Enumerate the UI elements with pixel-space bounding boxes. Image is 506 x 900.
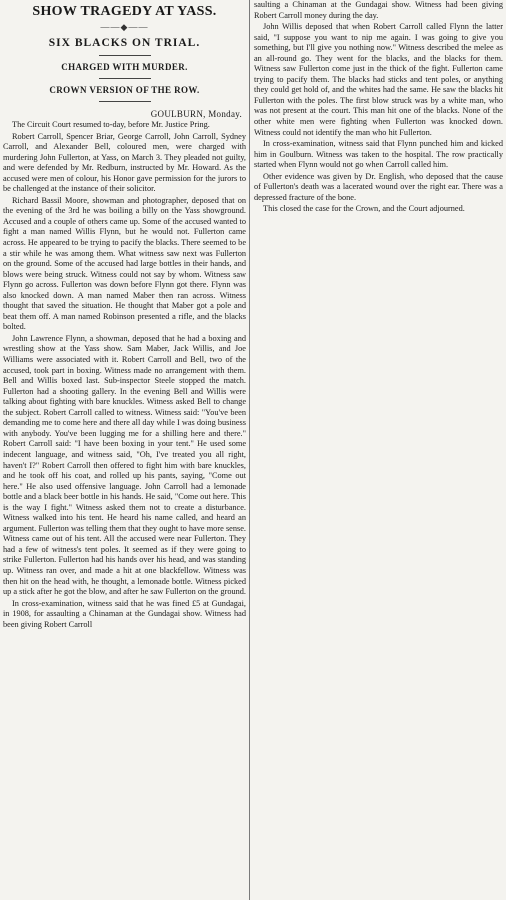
right-column bbox=[254, 0, 503, 900]
right-body bbox=[254, 0, 503, 215]
deck-crown-version: CROWN VERSION OF THE ROW. bbox=[49, 85, 200, 95]
paragraph: John Lawrence Flynn, a showman, deposed that he had a boxing and wrestling show at the Yass show. Sam Maber, Jack Willis, and Joe Williams were associated with it. Robert Carroll and Bell, two of the accused, took part in boxing. Witness made no arrangement with them. Bell and Willis boxed last. Sub-inspector Steele stopped the match. Fullerton had a shooting gallery. In the evening Bell and Willis were talking about fighting with bare knuckles. Witness asked Bell to change the subject. Robert Carroll called to witness. Witness said: "You've been demanding me to come here and there all day while I was doing business with anybody. You've been lugging me for a shilling here and there." Robert Carroll said: "I have been boxing in your tent." He used some indecent language, and witness said, "Oh, I've treated you all right, haven't I?" Robert Carroll then offered to fight him with bare knuckles, and he took off his coat, and rolled up his pants, saying, "Come out here." He also used offensive language. John Carroll had a lemonade bottle and a black beer bottle in his hands. He said, "Come out here. This is the way I fight." Witness asked them not to create a disturbance. Witness walked into his tent. He heard his name called, and heard an argument. Fullerton was telling them that they ought to have more sense. Witness came out of his tent. All the accused were near Fullerton. They had a few of witness's tent poles. It seemed as if they were going to strike Fullerton. Fullerton had his hands over his head, and was standing up. Witness ran over, and made a hit at one blackfellow. Witness was then hit on the head with, he thought, a lemonade bottle. Witness picked up a stick after he got the blow, and after he saw Fullerton on the ground. bbox=[3, 333, 246, 597]
column-rule bbox=[249, 0, 250, 900]
left-column bbox=[3, 0, 246, 900]
paragraph: The Circuit Court resumed to-day, before Mr. Justice Pring. bbox=[12, 120, 210, 129]
paragraph: saulting a Chinaman at the Gundagai show. Witness had been giving Robert Carroll money during the day. bbox=[254, 0, 503, 20]
headline: SHOW TRAGEDY AT YASS. bbox=[32, 4, 217, 19]
deck-charged: CHARGED WITH MURDER. bbox=[61, 62, 188, 72]
short-rule bbox=[99, 55, 151, 56]
paragraph: Other evidence was given by Dr. English, who deposed that the cause of Fullerton's death was a lacerated wound over the right ear. There was a depressed fracture of the bone. bbox=[254, 171, 503, 202]
short-rule bbox=[99, 101, 151, 102]
paragraph: Robert Carroll, Spencer Briar, George Carroll, John Carroll, Sydney Carroll, and Alexander Bell, coloured men, were charged with murdering John Fullerton, at Yass, on March 3. They pleaded not guilty, and were defended by Mr. Redburn, instructed by Mr. Howard. As the accused were men of colour, his Honor gave permission for the jurors to be challenged at the instance of their solicitor. bbox=[3, 131, 246, 194]
subheadline: SIX BLACKS ON TRIAL. bbox=[48, 37, 201, 49]
dateline: GOULBURN, Monday. bbox=[150, 109, 242, 119]
ornament-divider: ——◆—— bbox=[100, 22, 149, 32]
left-body bbox=[3, 120, 246, 630]
paragraph: In cross-examination, witness said that Flynn punched him and kicked him in Goulburn. Witness was taken to the hospital. The row practically started when Flynn would not go when Carroll called him. bbox=[254, 139, 503, 170]
paragraph: Richard Bassil Moore, showman and photographer, deposed that on the evening of the 3rd he was boiling a billy on the Yass showground. Accused and a couple of others came up. Some of the accused wanted to fight a man named Willis Flynn, but he would not. Fullerton came across. He appeared to be trying to pacify the blacks. There seemed to be a stir while he was among them. What witness saw next was Fullerton on the ground. Some of the accused had large bottles in their hands, and blows were being struck. Witness could not say by whom. Witness saw Flynn go across. Fullerton was down before Flynn got there. Flynn was also knocked down. A man named Maber then ran across. Witness thought that saved the situation. He thought that Maber got a pole and beat them off. A man named Robinson presented a rifle, and the blacks bolted. bbox=[3, 195, 246, 332]
paragraph: John Willis deposed that when Robert Carroll called Flynn the latter said, "I suppose you want to nip me again. I was going to give you something, but I'll give you nothing now." Witness described the melee as an all-round go. They went for the blacks, and the blacks for them. Witness saw Fullerton come just in the thick of the fight. Fullerton came trying to pacify them. The blacks had sticks and tent poles, or anything they could get hold of, and the whites had the same. He saw the blacks hit Fullerton with the poles. The first blow struck was by a white man, who was not present at the court. This man hit one of the blacks. None of the other white men were fighting when Fullerton was knocked down. Witness could not identify the man who hit Fullerton. bbox=[254, 22, 503, 137]
paragraph: This closed the case for the Crown, and the Court adjourned. bbox=[263, 204, 465, 214]
short-rule bbox=[99, 78, 151, 79]
paragraph: In cross-examination, witness said that he was fined £5 at Gundagai, in 1908, for assaulting a Chinaman at the Gundagai show. Witness had been giving Robert Carroll bbox=[3, 598, 246, 629]
